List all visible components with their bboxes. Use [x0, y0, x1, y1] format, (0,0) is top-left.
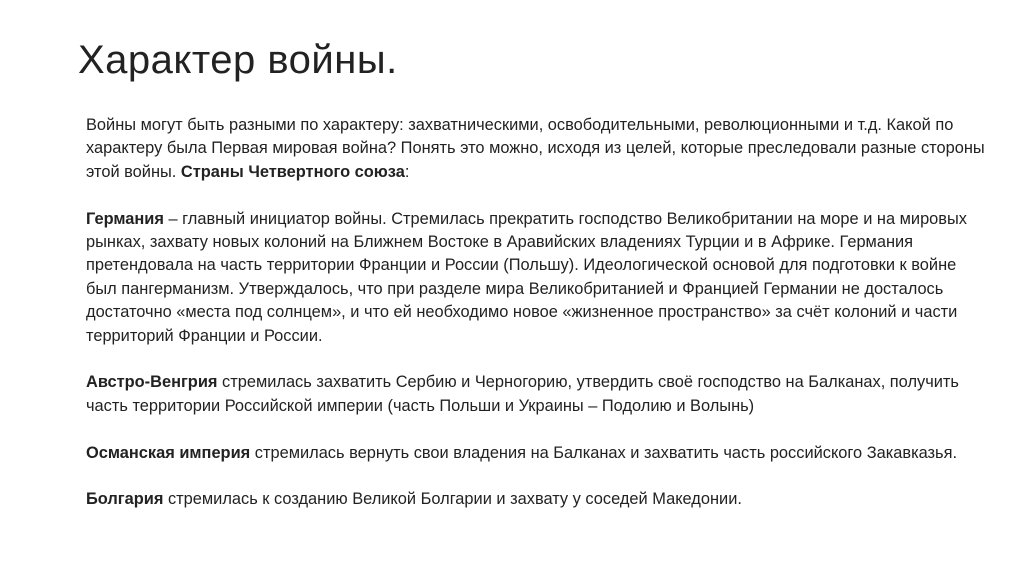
- austria-paragraph: [86, 371, 986, 418]
- intro-bold-text: Страны Четвертного союза: [180, 162, 405, 181]
- germany-text: – главный инициатор войны. Стремилась прекратить господство Великобритании на море и на мировых рынках, захвату новых колоний на Ближнем Востоке в Аравийских владениях Турции и в Африке. Германия претендовала на часть территории Франции и России (Польшу). Идеологической основой для подготовки к войне был пангерманизм. Утверждалось, что при разделе мира Великобританией и Францией Германии не досталось достаточно «места под солнцем», и что ей необходимо новое «жизненное пространство» за счёт колоний и части территорий Франции и России.: [86, 209, 967, 345]
- intro-text: Войны могут быть разными по характеру: захватническими, освободительными, революционными и т.д. Какой по характеру была Первая мировая война? Понять это можно, исходя из целей, которые преследовали разные стороны этой войны.: [86, 116, 985, 181]
- bulgaria-heading: Болгария: [86, 490, 164, 509]
- ottoman-heading: Османская империя: [86, 443, 251, 462]
- intro-tail: :: [404, 162, 410, 181]
- bulgaria-text: стремилась к созданию Великой Болгарии и захвату у соседей Македонии.: [163, 490, 742, 509]
- slide-title: Характер войны.: [78, 38, 398, 82]
- intro-paragraph: [86, 114, 986, 184]
- germany-heading: Германия: [86, 209, 164, 228]
- austria-text: стремилась захватить Сербию и Черногорию, утвердить своё господство на Балканах, получить часть территории Российской империи (часть Польши и Украины – Подолию и Волынь): [86, 373, 959, 415]
- ottoman-text: стремилась вернуть свои владения на Балканах и захватить часть российского Закавказья.: [250, 443, 958, 462]
- slide-body: [86, 114, 986, 512]
- bulgaria-paragraph: [86, 488, 986, 511]
- austria-heading: Австро-Венгрия: [86, 373, 218, 392]
- ottoman-paragraph: [86, 442, 986, 465]
- germany-paragraph: [86, 208, 986, 348]
